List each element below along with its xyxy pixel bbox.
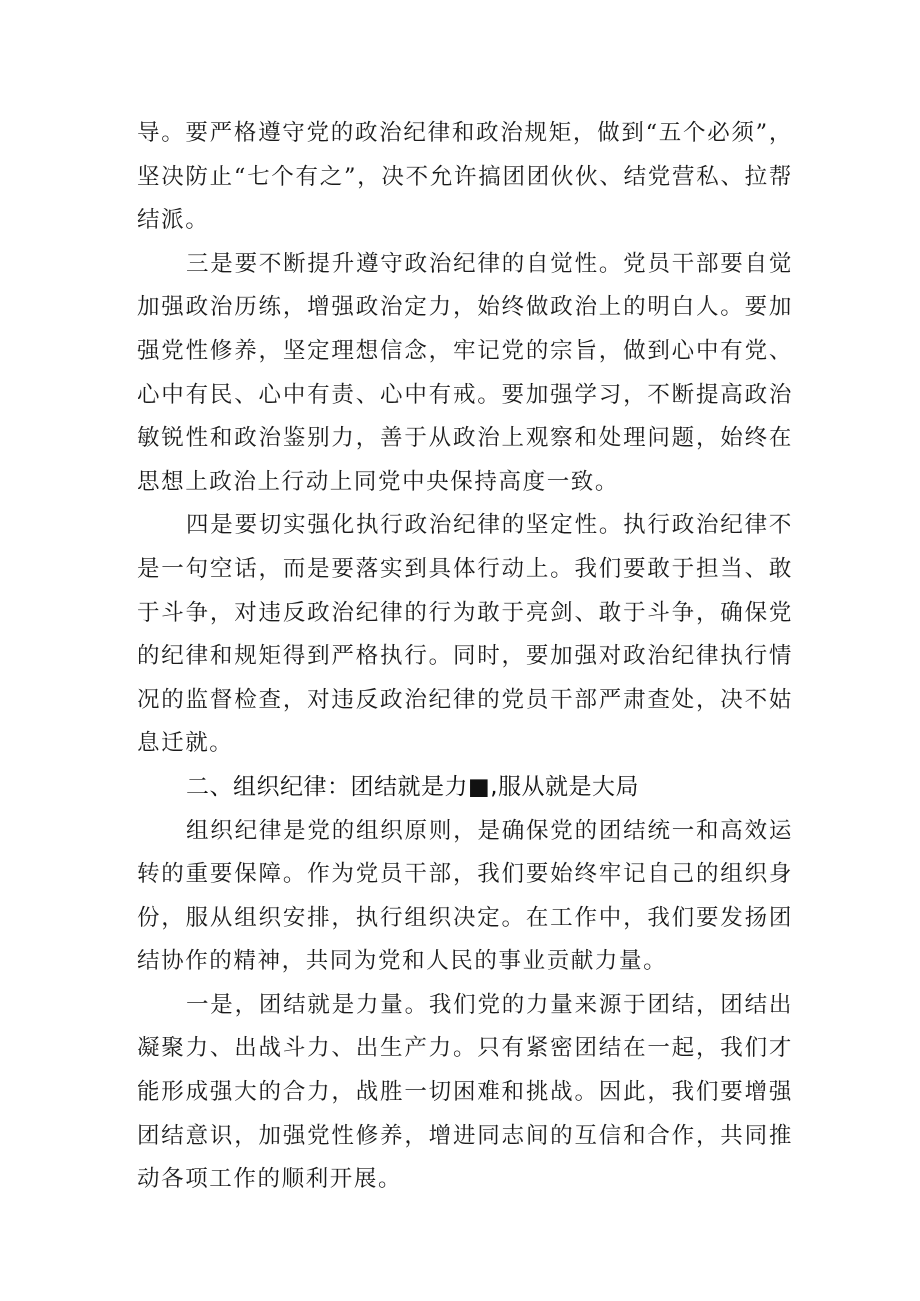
document-body [137,112,793,1202]
paragraph-unity-is-strength: 一是，团结就是力量。我们党的力量来源于团结，团结出凝聚力、出战斗力、出生产力。只有紧密团结在一起，我们才能形成强大的合力，战胜一切困难和挑战。因此，我们要增强团结意识，加强党性修养，增进同志间的互信和合作，共同推动各项工作的顺利开展。 [137,991,793,1193]
paragraph-point-four: 四是要切实强化执行政治纪律的坚定性。执行政治纪律不是一句空话，而是要落实到具体行动上。我们要敢于担当、敢于斗争，对违反政治纪律的行为敢于亮剑、敢于斗争，确保党的纪律和规矩得到严格执行。同时，要加强对政治纪律执行情况的监督检查，对违反政治纪律的党员干部严肃查处，决不姑息迁就。 [137,512,793,757]
section-heading-organizational-discipline: 二、组织纪律：团结就是力■,服从就是大局 [186,773,640,800]
paragraph-continuation: 导。要严格遵守党的政治纪律和政治规矩，做到“五个必须”，坚决防止“七个有之”，决不允许搞团团伙伙、结党营私、拉帮结派。 [137,120,793,234]
paragraph-point-three: 三是要不断提升遵守政治纪律的自觉性。党员干部要自觉加强政治历练，增强政治定力，始终做政治上的明白人。要加强党性修养，坚定理想信念，牢记党的宗旨，做到心中有党、心中有民、心中有责、心中有戒。要加强学习，不断提高政治敏锐性和政治鉴别力，善于从政治上观察和处理问题，始终在思想上政治上行动上同党中央保持高度一致。 [137,250,793,495]
paragraph-organizational-intro: 组织纪律是党的组织原则，是确保党的团结统一和高效运转的重要保障。作为党员干部，我们要始终牢记自己的组织身份，服从组织安排，执行组织决定。在工作中，我们要发扬团结协作的精神，共同为党和人民的事业贡献力量。 [137,817,793,975]
